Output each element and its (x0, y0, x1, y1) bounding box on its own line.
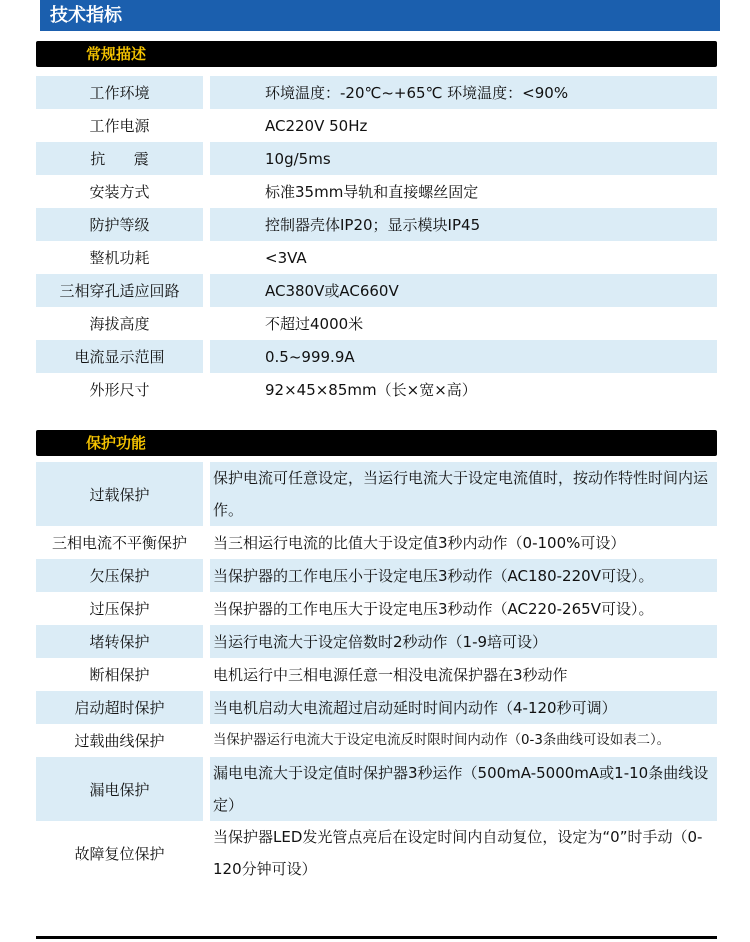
protection-value: 当保护器的工作电压大于设定电压3秒动作（AC220-265V可设）。 (213, 599, 654, 618)
spec-value: AC220V 50Hz (265, 116, 368, 135)
page-title: 技术指标 (50, 5, 122, 26)
spec-value: 不超过4000米 (265, 315, 364, 333)
spec-value: AC380V或AC660V (210, 274, 717, 307)
spec-value: 10g/5ms (210, 142, 717, 175)
protection-value: 当保护器的工作电压小于设定电压3秒动作（AC180-220V可设）。 (210, 559, 717, 592)
protection-row (36, 724, 717, 757)
spec-row (36, 208, 717, 241)
protection-row (36, 757, 717, 821)
protection-label: 故障复位保护 (74, 844, 165, 863)
spec-row (36, 241, 717, 274)
spec-value: 环境温度：-20℃~+65℃ 环境温度：<90% (210, 76, 717, 109)
spec-row (36, 373, 717, 406)
spec-label: 整机功耗 (89, 249, 150, 267)
spec-row (36, 142, 717, 175)
protection-row (36, 462, 717, 526)
spec-row (36, 307, 717, 340)
protection-value: 当保护器LED发光管点亮后在设定时间内自动复位，设定为“0”时手动（0-120分钟可设） (213, 828, 703, 878)
spec-label: 电流显示范围 (36, 340, 203, 373)
protection-row (36, 821, 717, 885)
protection-value: 当保护器运行电流大于设定电流反时限时间内动作（0-3条曲线可设如表二）。 (213, 732, 671, 748)
spec-label: 抗 震 (36, 142, 203, 175)
protection-label: 过载曲线保护 (74, 732, 165, 750)
section-general-header (36, 41, 717, 67)
protection-row (36, 559, 717, 592)
protection-value: 当电机启动大电流超过启动延时时间内动作（4-120秒可调） (210, 691, 717, 724)
section-protection-header (36, 430, 717, 456)
spec-row (36, 274, 717, 307)
protection-value: 当三相运行电流的比值大于设定值3秒内动作（0-100%可设） (213, 533, 626, 552)
spec-row (36, 76, 717, 109)
protection-spec-table (36, 462, 717, 885)
spec-label: 三相穿孔适应回路 (36, 274, 203, 307)
protection-value: 当运行电流大于设定倍数时2秒动作（1-9培可设） (210, 625, 717, 658)
protection-label: 欠压保护 (36, 559, 203, 592)
protection-label: 启动超时保护 (36, 691, 203, 724)
spec-label: 海拔高度 (89, 315, 150, 333)
spec-label: 外形尺寸 (89, 381, 150, 399)
bottom-divider (36, 936, 717, 939)
protection-label: 断相保护 (89, 666, 150, 684)
spec-row (36, 340, 717, 373)
general-spec-table (36, 76, 717, 406)
protection-label: 三相电流不平衡保护 (51, 534, 187, 552)
section-protection-title: 保护功能 (86, 434, 147, 452)
protection-row (36, 592, 717, 625)
spec-value: 控制器壳体IP20；显示模块IP45 (210, 208, 717, 241)
spec-label: 安装方式 (89, 183, 150, 201)
protection-row (36, 625, 717, 658)
page-title-bar (40, 0, 720, 31)
protection-row (36, 526, 717, 559)
spec-value: 92×45×85mm（长×宽×高） (265, 381, 477, 399)
protection-label: 过压保护 (89, 600, 150, 618)
protection-label: 堵转保护 (36, 625, 203, 658)
protection-value: 电机运行中三相电源任意一相没电流保护器在3秒动作 (213, 665, 568, 684)
spec-row (36, 109, 717, 142)
spec-value: <3VA (265, 248, 307, 267)
protection-value: 保护电流可任意设定，当运行电流大于设定电流值时，按动作特性时间内运作。 (210, 462, 717, 526)
spec-label: 工作环境 (36, 76, 203, 109)
spec-label: 工作电源 (89, 117, 150, 135)
spec-value: 0.5~999.9A (210, 340, 717, 373)
spec-label: 防护等级 (36, 208, 203, 241)
section-general-title: 常规描述 (86, 45, 147, 63)
protection-value: 漏电电流大于设定值时保护器3秒运作（500mA-5000mA或1-10条曲线设定） (210, 757, 717, 821)
protection-row (36, 691, 717, 724)
spec-value: 标准35mm导轨和直接螺丝固定 (265, 183, 479, 201)
protection-label: 过载保护 (36, 462, 203, 526)
spec-row (36, 175, 717, 208)
protection-label: 漏电保护 (36, 757, 203, 821)
protection-row (36, 658, 717, 691)
